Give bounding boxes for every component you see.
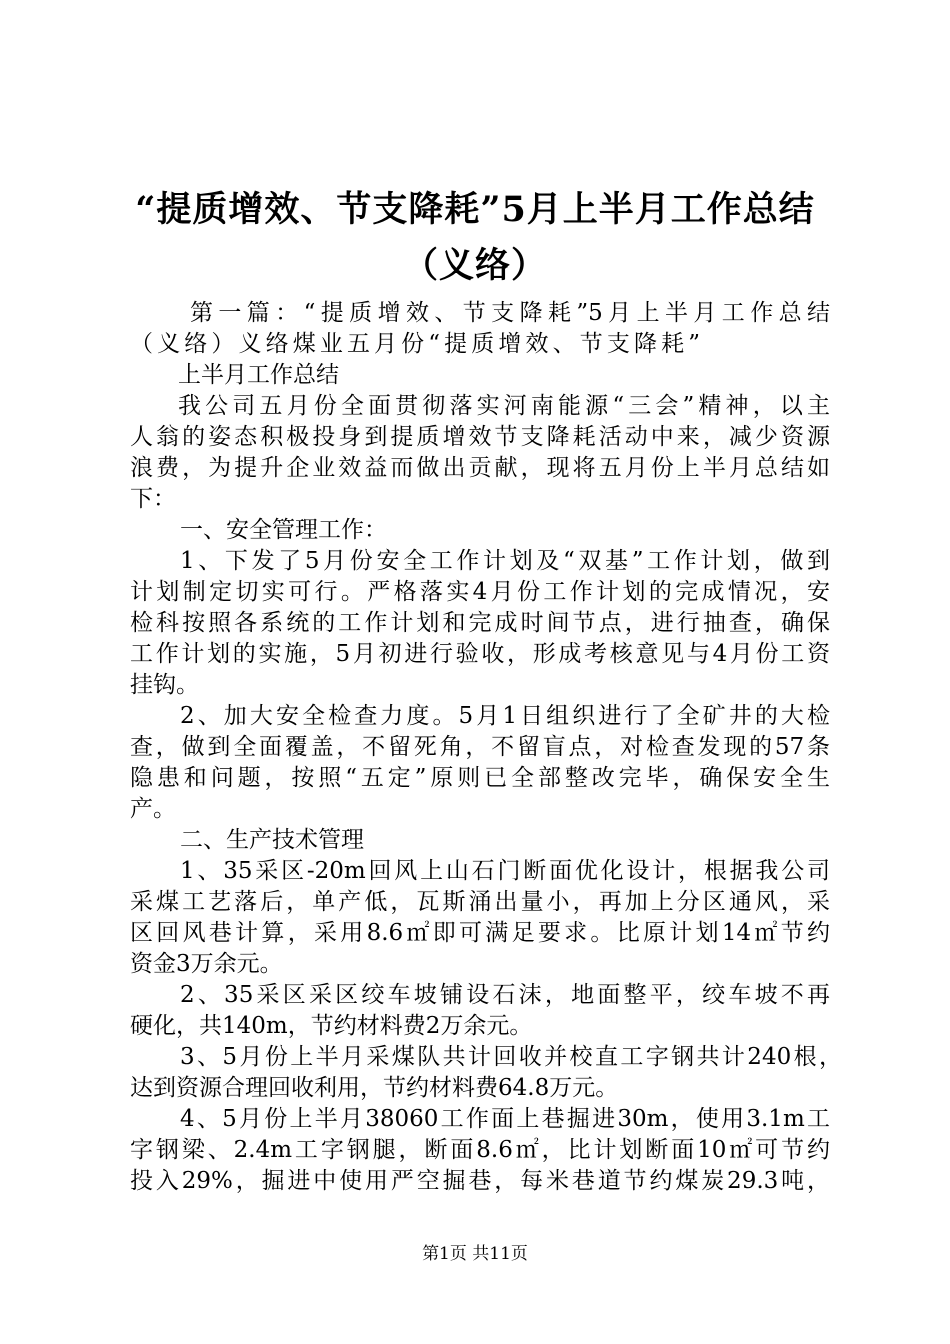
body-line: 资金3万余元。 [130,951,283,977]
body-line: 检科按照各系统的工作计划和完成时间节点，进行抽查，确保 [130,610,830,636]
body-line: 计划制定切实可行。严格落实4月份工作计划的完成情况，安 [130,579,830,605]
body-line: 1、下发了5月份安全工作计划及“双基”工作计划，做到 [180,548,830,574]
body-line: 达到资源合理回收利用，节约材料费64.8万元。 [130,1075,619,1101]
body-line: 4、5月份上半月38060工作面上巷掘进30m，使用3.1m工 [180,1106,830,1132]
body-line: 产。 [130,796,176,822]
body-line: 1、35采区-20m回风上山石门断面优化设计，根据我公司 [180,858,830,884]
body-line: 人翁的姿态积极投身到提质增效节支降耗活动中来，减少资源 [130,424,830,450]
document-title-line-2: （义络） [402,245,547,286]
body-line: 字钢梁、2.4m工字钢腿，断面8.6㎡，比计划断面10㎡可节约 [130,1137,830,1163]
page-number-footer: 第1页 共11页 [422,1244,528,1264]
body-line: 采煤工艺落后，单产低，瓦斯涌出量小，再加上分区通风，采 [130,889,830,915]
body-line: 挂钩。 [130,672,199,698]
body-line: （义络）义络煤业五月份“提质增效、节支降耗” [130,331,700,357]
section-heading: 一、安全管理工作： [180,517,387,543]
body-line: 3、5月份上半月采煤队共计回收并校直工字钢共计240根， [180,1044,842,1070]
body-line: 第一篇：“提质增效、节支降耗”5月上半月工作总结 [190,300,830,326]
body-line: 上半月工作总结 [178,362,339,388]
body-line: 硬化，共140m，节约材料费2万余元。 [130,1013,533,1039]
body-line: 我公司五月份全面贯彻落实河南能源“三会”精神，以主 [178,393,830,419]
body-line: 下： [130,486,176,512]
body-line: 工作计划的实施，5月初进行验收，形成考核意见与4月份工资 [130,641,830,667]
body-line: 浪费，为提升企业效益而做出贡献，现将五月份上半月总结如 [130,455,830,481]
body-line: 2、35采区采区绞车坡铺设石沫，地面整平，绞车坡不再 [180,982,830,1008]
section-heading: 二、生产技术管理 [180,827,364,853]
document-title-line-1: “提质增效、节支降耗”5月上半月工作总结 [135,189,815,230]
body-line: 区回风巷计算，采用8.6㎡即可满足要求。比原计划14㎡节约 [130,920,830,946]
body-line: 隐患和问题，按照“五定”原则已全部整改完毕，确保安全生 [130,765,830,791]
body-line: 2、加大安全检查力度。5月1日组织进行了全矿井的大检 [180,703,830,729]
body-line: 投入29%，掘进中使用严空掘巷，每米巷道节约煤炭29.3吨， [130,1168,830,1194]
body-line: 查，做到全面覆盖，不留死角，不留盲点，对检查发现的57条 [130,734,830,760]
